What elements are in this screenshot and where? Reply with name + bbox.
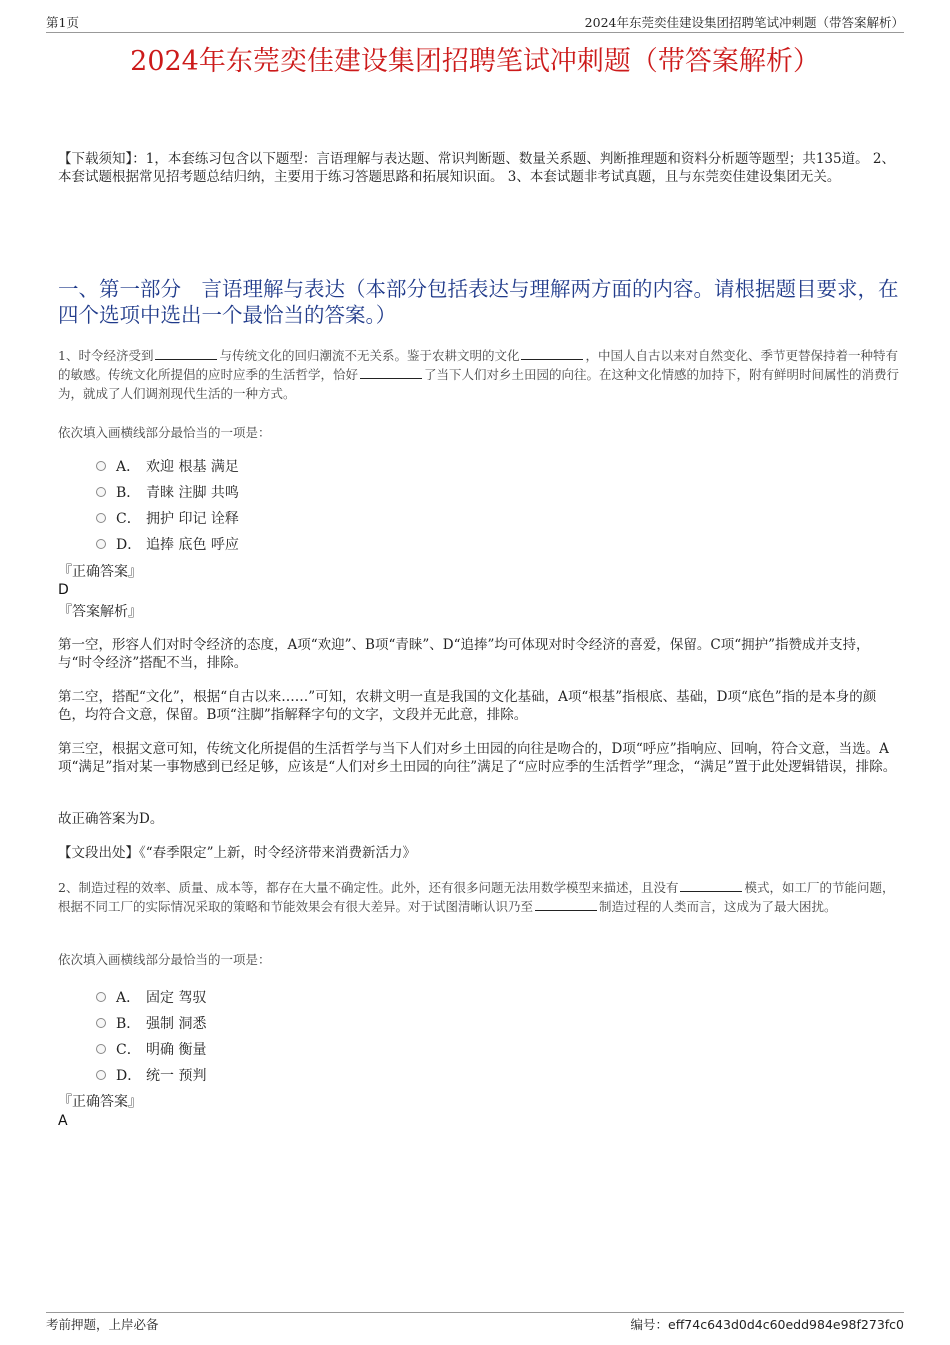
option-text: 强制 洞悉 [146,1016,207,1032]
fill-blank [535,897,597,911]
stem-text: 与传统文化的回归潮流不无关系。鉴于农耕文明的文化 [219,348,520,363]
document-code [630,1315,904,1335]
option-key: B． [116,485,141,501]
question-2-options [96,984,206,1088]
code-label: 编号： [630,1317,668,1332]
stem-text: 2、制造过程的效率、质量、成本等，都存在大量不确定性。此外，还有很多问题无法用数学模型来描述，且没有 [58,880,679,895]
footer-slogan: 考前押题，上岸必备 [46,1317,159,1332]
analysis-paragraph-3: 第三空，根据文意可知，传统文化所提倡的生活哲学与当下人们对乡土田园的向往是吻合的，D项“呼应”指响应、回响，符合文意，当选。A项“满足”指对某一事物感到已经足够，应该是“人们对乡土田园的向往”满足了“应时应季的生活哲学”理念，“满足”置于此处逻辑错误，排除。 [58,741,897,775]
option-a[interactable] [96,453,239,479]
option-key: B． [116,1016,141,1032]
radio-icon[interactable] [96,1070,106,1080]
option-text: 青睐 注脚 共鸣 [146,485,239,501]
radio-icon[interactable] [96,539,106,549]
question-1-prompt: 依次填入画横线部分最恰当的一项是： [58,425,271,440]
option-b[interactable] [96,1010,206,1036]
question-2-prompt: 依次填入画横线部分最恰当的一项是： [58,952,271,967]
header-doc-name: 2024年东莞奕佳建设集团招聘笔试冲刺题（带答案解析） [584,15,904,30]
stem-text: 制造过程的人类而言，这成为了最大困扰。 [599,899,837,914]
download-notice: 【下载须知】：1，本套练习包含以下题型：言语理解与表达题、常识判断题、数量关系题、判断推理题和资料分析题等题型；共135道。 2、本套试题根据常见招考题总结归纳，主要用于练习答题思路和拓展知识面。 3、本套试题非考试真题，且与东莞奕佳建设集团无关。 [58,151,895,185]
correct-answer: A [58,1113,68,1129]
option-text: 追捧 底色 呼应 [146,537,239,553]
analysis-label: 『答案解析』 [58,604,142,620]
section-title: 一、第一部分 言语理解与表达（本部分包括表达与理解两方面的内容。请根据题目要求，在四个选项中选出一个最恰当的答案。） [58,277,899,327]
option-b[interactable] [96,479,239,505]
option-key: D． [116,537,142,553]
radio-icon[interactable] [96,1018,106,1028]
option-text: 拥护 印记 诠释 [146,511,239,527]
answer-label: 『正确答案』 [58,1094,142,1110]
question-1-options [96,453,239,557]
fill-blank [680,878,742,892]
radio-icon[interactable] [96,992,106,1002]
option-key: A． [116,459,141,475]
radio-icon[interactable] [96,461,106,471]
option-key: A． [116,990,141,1006]
option-c[interactable] [96,1036,206,1062]
option-a[interactable] [96,984,206,1010]
option-key: D． [116,1068,142,1084]
question-2-stem [58,878,904,916]
page-number: 第1页 [46,15,79,30]
fill-blank [155,346,217,360]
stem-text: 了当下人们对乡土田园的向往。在这种文化情感的加持下，附有鲜明时间属性的消费行为，就成了人们调剂现代生活的一种方式。 [58,367,900,401]
passage-source: 【文段出处】《“春季限定”上新，时令经济带来消费新活力》 [58,845,417,861]
correct-answer: D [58,582,69,598]
code-value: eff74c643d0d4c60edd984e98f273fc0 [668,1317,904,1332]
radio-icon[interactable] [96,487,106,497]
option-c[interactable] [96,505,239,531]
option-text: 明确 衡量 [146,1042,207,1058]
page-footer [46,1312,904,1335]
option-d[interactable] [96,531,239,557]
answer-label: 『正确答案』 [58,564,142,580]
stem-text: 模式，如工厂的节能问题，根据不同工厂的实际情况采取的策略和节能效果会有很大差异。对于试图清晰认识乃至 [58,880,895,914]
question-1-stem [58,346,904,403]
option-text: 固定 驾驭 [146,990,207,1006]
fill-blank [521,346,583,360]
option-d[interactable] [96,1062,206,1088]
document-title: 2024年东莞奕佳建设集团招聘笔试冲刺题（带答案解析） [130,46,820,77]
analysis-conclusion: 故正确答案为D。 [58,811,164,827]
option-key: C． [116,1042,141,1058]
analysis-paragraph-2: 第二空，搭配“文化”，根据“自古以来……”可知，农耕文明一直是我国的文化基础，A项“根基”指根底、基础，D项“底色”指的是本身的颜色，均符合文意，保留。B项“注脚”指解释字句的文字，文段并无此意，排除。 [58,689,877,723]
radio-icon[interactable] [96,513,106,523]
analysis-paragraph-1: 第一空，形容人们对时令经济的态度，A项“欢迎”、B项“青睐”、D“追捧”均可体现对时令经济的喜爱，保留。C项“拥护”指赞成并支持，与“时令经济”搭配不当，排除。 [58,637,870,671]
fill-blank [360,365,422,379]
stem-text: ，中国人自古以来对自然变化、季节更替保持着一种特有的敏感。传统文化所提倡的应时应季的生活哲学，恰好 [58,348,898,382]
stem-text: 1、时令经济受到 [58,348,154,363]
radio-icon[interactable] [96,1044,106,1054]
option-text: 统一 预判 [146,1068,207,1084]
option-key: C． [116,511,141,527]
option-text: 欢迎 根基 满足 [146,459,239,475]
page-header [46,14,904,33]
